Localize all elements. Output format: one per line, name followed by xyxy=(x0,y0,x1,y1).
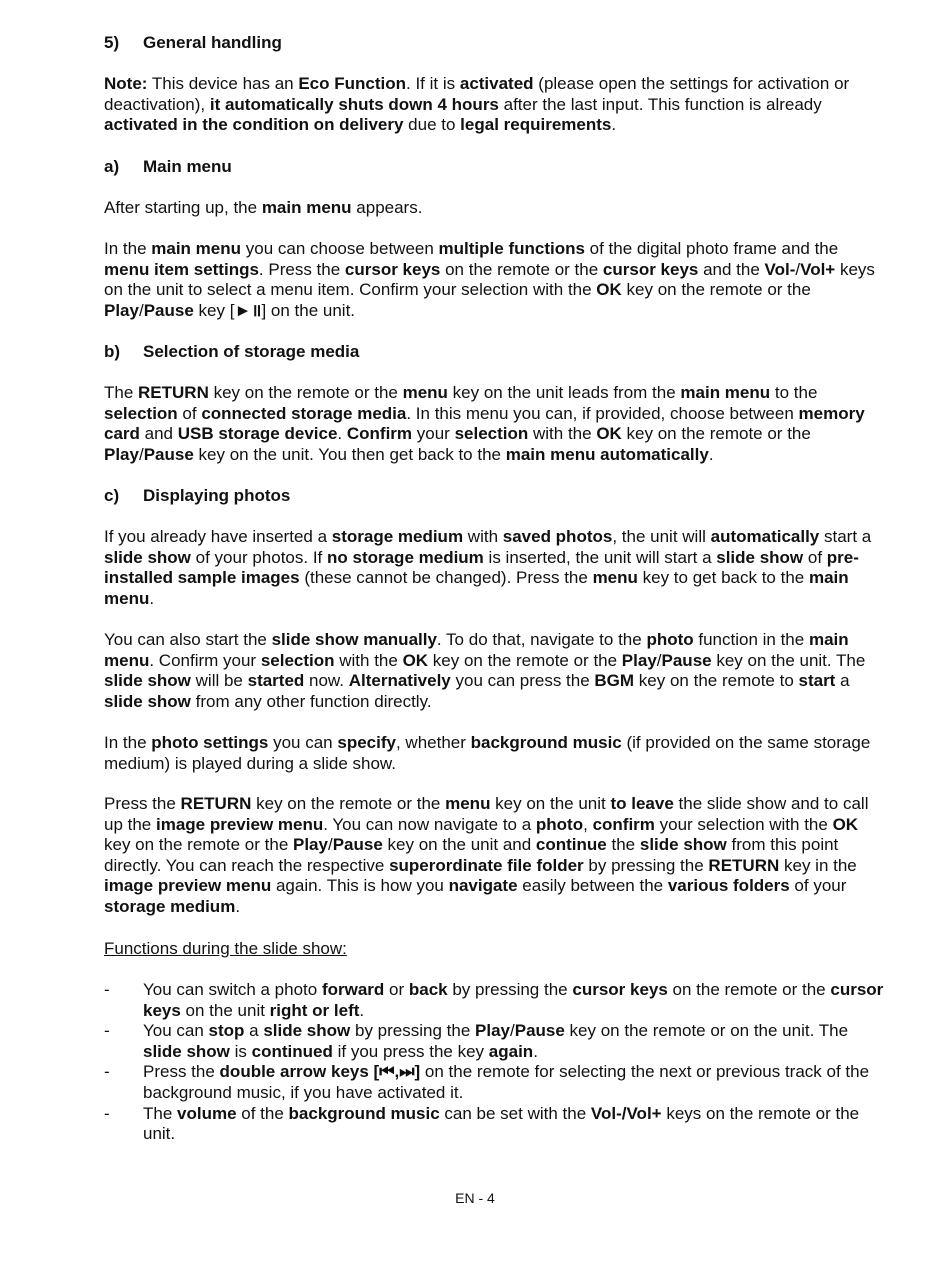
emphasis-text: started xyxy=(247,671,305,691)
emphasis-text: Confirm xyxy=(346,424,413,444)
body-text: . xyxy=(611,115,617,135)
body-text: your xyxy=(412,424,455,444)
displaying-photos-paragraph-3 xyxy=(104,733,884,774)
note-paragraph xyxy=(104,74,884,136)
emphasis-text: background music xyxy=(470,733,622,752)
body-text: key on the remote or the xyxy=(251,794,446,813)
section-number: c) xyxy=(104,486,120,505)
emphasis-text: RETURN xyxy=(180,794,252,813)
body-text: by pressing the xyxy=(447,980,573,999)
body-text: / xyxy=(656,650,662,670)
body-text: is xyxy=(229,1041,252,1061)
body-text: after the last input. This function is already xyxy=(498,94,822,114)
body-text: of the xyxy=(236,1103,289,1123)
body-text: and the xyxy=(698,259,765,279)
emphasis-text: cursor keys xyxy=(344,259,441,279)
body-text: (if provided on the same storage medium) is played during a slide show. xyxy=(104,733,871,773)
body-text: You can also start the xyxy=(104,630,272,649)
emphasis-text: RETURN xyxy=(138,383,209,402)
emphasis-text: menu xyxy=(592,568,638,588)
emphasis-text: continued xyxy=(251,1041,333,1061)
body-text: / xyxy=(510,1021,515,1041)
body-text: , xyxy=(583,814,593,834)
body-text: of xyxy=(177,403,202,423)
body-text: You can switch a photo xyxy=(143,980,322,999)
body-text: The xyxy=(143,1103,178,1123)
emphasis-text: slide show xyxy=(716,547,804,567)
emphasis-text: connected storage media xyxy=(201,403,407,423)
emphasis-text: Play xyxy=(621,650,657,670)
body-text: You can xyxy=(143,1021,209,1041)
emphasis-text: main menu xyxy=(104,630,849,670)
emphasis-text: Play xyxy=(475,1021,510,1041)
body-text: key on the remote or the xyxy=(621,424,811,444)
list-item: - Press the double arrow keys [⏮,⏭] on the remote for selecting the next or previous track of the background music, if you have activated it. xyxy=(104,1062,870,1102)
emphasis-text: image preview menu xyxy=(104,876,272,896)
displaying-photos-paragraph-1 xyxy=(104,527,884,609)
body-text: / xyxy=(138,300,144,320)
body-text: of xyxy=(803,547,827,567)
body-text: If you already have inserted a xyxy=(104,527,332,546)
emphasis-text: right or left xyxy=(269,1000,360,1020)
emphasis-text: to leave xyxy=(610,794,674,813)
body-text: (please open the settings for activation or deactivation), xyxy=(104,74,850,114)
emphasis-text: / xyxy=(621,1103,627,1123)
emphasis-text: Pause xyxy=(143,444,194,464)
body-text: a xyxy=(835,671,850,691)
section-number: 5) xyxy=(104,33,120,52)
emphasis-text: stop xyxy=(208,1021,245,1041)
emphasis-text: Vol- xyxy=(590,1103,622,1123)
emphasis-text: Play xyxy=(293,835,328,855)
emphasis-text: slide show xyxy=(104,547,191,567)
body-text: due to xyxy=(403,115,461,135)
emphasis-text: multiple functions xyxy=(438,239,585,258)
emphasis-text: cursor keys xyxy=(572,980,668,999)
body-text: . In this menu you can, if provided, choose between xyxy=(406,403,799,423)
emphasis-text: navigate xyxy=(448,876,518,896)
displaying-photos-paragraph-4 xyxy=(104,794,884,918)
emphasis-text: it automatically shuts down 4 hours xyxy=(209,94,499,114)
emphasis-text: start xyxy=(798,671,836,691)
body-text: you can xyxy=(268,733,338,752)
section-number: b) xyxy=(104,342,121,361)
body-text: the slide show and to call up the xyxy=(104,794,869,834)
body-text: . xyxy=(149,588,155,608)
emphasis-text: OK xyxy=(402,650,429,670)
body-text: ] on the unit. xyxy=(261,300,356,320)
body-text: on the remote for selecting the next or previous track of the background music, if you have activated it. xyxy=(143,1062,870,1102)
emphasis-text: cursor keys xyxy=(143,980,884,1020)
body-text: keys on the unit to select a menu item. Confirm your selection with the xyxy=(104,259,875,300)
body-text: start a xyxy=(819,527,872,546)
body-text: Press the xyxy=(104,794,181,813)
body-text: by pressing the xyxy=(350,1021,476,1041)
emphasis-text: Pause xyxy=(143,300,194,320)
body-text: easily between the xyxy=(517,876,668,896)
emphasis-text: automatically xyxy=(710,527,820,546)
emphasis-text: selection xyxy=(104,403,178,423)
body-text: Press the xyxy=(143,1062,220,1082)
body-text: (these cannot be changed). Press the xyxy=(299,568,593,588)
emphasis-text: continue xyxy=(535,835,607,855)
section-title: Selection of storage media xyxy=(143,342,360,361)
section-a-heading xyxy=(104,157,232,177)
body-text: with the xyxy=(528,424,597,444)
emphasis-text: menu xyxy=(445,794,491,813)
emphasis-text: USB storage device xyxy=(177,424,338,444)
emphasis-text: Pause xyxy=(661,650,712,670)
emphasis-text: ►॥ xyxy=(234,300,262,320)
emphasis-text: main menu automatically xyxy=(505,444,709,464)
emphasis-text: forward xyxy=(321,980,385,999)
body-text: In the xyxy=(104,239,152,258)
emphasis-text: photo xyxy=(646,630,694,649)
list-item: - The volume of the background music can be set with the Vol-/Vol+ keys on the remote or the unit. xyxy=(104,1103,860,1144)
body-text: This device has an xyxy=(147,74,299,93)
emphasis-text: Pause xyxy=(514,1021,565,1041)
emphasis-text: OK xyxy=(596,424,622,444)
emphasis-text: slide show xyxy=(104,671,191,691)
body-text: key on the remote or the xyxy=(428,650,622,670)
body-text: key on the unit. You then get back to the xyxy=(193,444,506,464)
emphasis-text: selection xyxy=(454,424,529,444)
emphasis-text: slide show manually xyxy=(271,630,437,649)
storage-media-paragraph xyxy=(104,383,884,465)
body-text: a xyxy=(244,1021,264,1041)
body-text: you can choose between xyxy=(241,239,439,258)
body-text: key [ xyxy=(193,300,235,320)
displaying-photos-paragraph-2 xyxy=(104,630,884,712)
body-text: . To do that, navigate to the xyxy=(436,630,647,649)
body-text: In the xyxy=(104,733,152,752)
emphasis-text: no storage medium xyxy=(327,547,484,567)
body-text: will be xyxy=(190,671,248,691)
section-5-heading xyxy=(104,33,282,53)
body-text: . Confirm your xyxy=(149,650,261,670)
section-b-heading xyxy=(104,342,359,362)
body-text: keys on the remote or the unit. xyxy=(143,1103,860,1144)
body-text: key on the remote to xyxy=(634,671,799,691)
emphasis-text: photo xyxy=(535,814,584,834)
body-text: if you press the key xyxy=(332,1041,489,1061)
body-text: from this point directly. You can reach the respective xyxy=(104,835,839,875)
body-text: with the xyxy=(334,650,403,670)
section-title: Displaying photos xyxy=(143,486,291,505)
emphasis-text: legal requirements xyxy=(460,115,612,135)
emphasis-text: image preview menu xyxy=(156,814,324,834)
body-text: key on the unit xyxy=(490,794,611,813)
body-text: / xyxy=(138,444,144,464)
body-text: the xyxy=(606,835,640,855)
body-text: and xyxy=(139,424,178,444)
body-text: key on the remote or the xyxy=(621,280,811,300)
main-menu-paragraph xyxy=(104,239,884,321)
body-text: on the unit xyxy=(180,1000,270,1020)
emphasis-text: BGM xyxy=(594,671,635,691)
body-text: of your photos. If xyxy=(190,547,327,567)
emphasis-text: photo settings xyxy=(151,733,269,752)
emphasis-text: main menu xyxy=(261,198,352,217)
body-text: function in the xyxy=(693,630,809,649)
emphasis-text: main menu xyxy=(680,383,771,402)
emphasis-text: slide show xyxy=(263,1021,351,1041)
emphasis-text: menu item settings xyxy=(104,259,259,279)
body-text: The xyxy=(104,383,139,402)
body-text: . xyxy=(337,424,347,444)
body-text: . xyxy=(708,444,714,464)
emphasis-text: activated xyxy=(459,74,534,93)
body-text: key on the unit. The xyxy=(711,650,866,670)
emphasis-text: specify xyxy=(337,733,396,752)
emphasis-text: memory card xyxy=(104,403,865,444)
emphasis-text: storage medium xyxy=(104,896,236,916)
main-menu-intro-paragraph xyxy=(104,198,884,219)
emphasis-text: Alternatively xyxy=(348,671,451,691)
body-text: appears. xyxy=(351,198,423,217)
emphasis-text: various folders xyxy=(667,876,790,896)
body-text: / xyxy=(795,259,801,279)
body-text: . xyxy=(359,1000,365,1020)
emphasis-text: selection xyxy=(260,650,335,670)
emphasis-text: menu xyxy=(402,383,448,402)
body-text: of the digital photo frame and the xyxy=(584,239,839,258)
body-text: from any other function directly. xyxy=(190,691,432,711)
emphasis-text: RETURN xyxy=(708,855,780,875)
emphasis-text: confirm xyxy=(592,814,655,834)
body-text: by pressing the xyxy=(583,855,709,875)
body-text: , the unit will xyxy=(612,527,711,546)
body-text: now. xyxy=(304,671,349,691)
body-text: key on the unit and xyxy=(382,835,536,855)
functions-subheading: Functions during the slide show: xyxy=(104,939,347,958)
emphasis-text: Pause xyxy=(332,835,383,855)
body-text: key on the unit leads from the xyxy=(447,383,681,402)
body-text: with xyxy=(463,527,503,546)
body-text: key on the remote or on the unit. The xyxy=(564,1021,849,1041)
emphasis-text: background music xyxy=(288,1103,440,1123)
section-number: a) xyxy=(104,157,120,176)
emphasis-text: main menu xyxy=(104,568,849,608)
page-number: EN - 4 xyxy=(455,1190,495,1206)
body-text: . xyxy=(533,1041,538,1061)
body-text: your selection with the xyxy=(654,814,833,834)
emphasis-text: slide show xyxy=(639,835,727,855)
emphasis-text: Play xyxy=(104,300,139,320)
emphasis-text: slide show xyxy=(143,1041,230,1061)
body-text: . If it is xyxy=(406,74,460,93)
body-text: , whether xyxy=(395,733,471,752)
body-text: can be set with the xyxy=(439,1103,591,1123)
emphasis-text: OK xyxy=(832,814,859,834)
body-text: on the remote or the xyxy=(440,259,603,279)
emphasis-text: saved photos xyxy=(502,527,613,546)
body-text: of your xyxy=(789,876,847,896)
emphasis-text: Vol+ xyxy=(626,1103,662,1123)
emphasis-text: OK xyxy=(596,280,622,300)
body-text: . Press the xyxy=(258,259,345,279)
body-text: again. This is how you xyxy=(271,876,449,896)
body-text: key on the remote or the xyxy=(208,383,403,402)
body-text: you can press the xyxy=(450,671,595,691)
section-title: Main menu xyxy=(143,157,232,176)
emphasis-text: cursor keys xyxy=(602,259,699,279)
emphasis-text: back xyxy=(408,980,448,999)
emphasis-text: main menu xyxy=(151,239,242,258)
section-title: General handling xyxy=(143,33,282,52)
section-c-heading xyxy=(104,486,290,506)
list-item: - You can switch a photo forward or back by pressing the cursor keys on the remote or the cursor keys on the unit right or left. xyxy=(104,980,884,1020)
body-text: / xyxy=(327,835,333,855)
emphasis-text: double arrow keys [⏮,⏭] xyxy=(219,1062,421,1082)
emphasis-text: pre-installed sample images xyxy=(104,547,859,588)
body-text: . You can now navigate to a xyxy=(323,814,536,834)
emphasis-text: Note: xyxy=(104,74,148,93)
body-text: to the xyxy=(770,383,818,402)
emphasis-text: activated in the condition on delivery xyxy=(104,115,404,135)
body-text: is inserted, the unit will start a xyxy=(483,547,717,567)
emphasis-text: Vol- xyxy=(764,259,796,279)
body-text: After starting up, the xyxy=(104,198,262,217)
emphasis-text: superordinate file folder xyxy=(389,855,584,875)
emphasis-text: Play xyxy=(104,444,139,464)
emphasis-text: Eco Function xyxy=(298,74,407,93)
emphasis-text: storage medium xyxy=(331,527,464,546)
body-text: key on the remote or the xyxy=(104,835,293,855)
emphasis-text: slide show xyxy=(104,691,191,711)
emphasis-text: volume xyxy=(177,1103,237,1123)
emphasis-text: again xyxy=(488,1041,534,1061)
body-text: key to get back to the xyxy=(637,568,809,588)
body-text: . xyxy=(235,896,241,916)
list-item: - You can stop a slide show by pressing the Play/Pause key on the remote or on the unit. The slide show is continued if you press the key again. xyxy=(104,1021,849,1061)
functions-list xyxy=(104,980,884,1145)
body-text: key in the xyxy=(779,855,857,875)
emphasis-text: Vol+ xyxy=(800,259,836,279)
body-text: or xyxy=(384,980,409,999)
body-text: on the remote or the xyxy=(667,980,831,999)
